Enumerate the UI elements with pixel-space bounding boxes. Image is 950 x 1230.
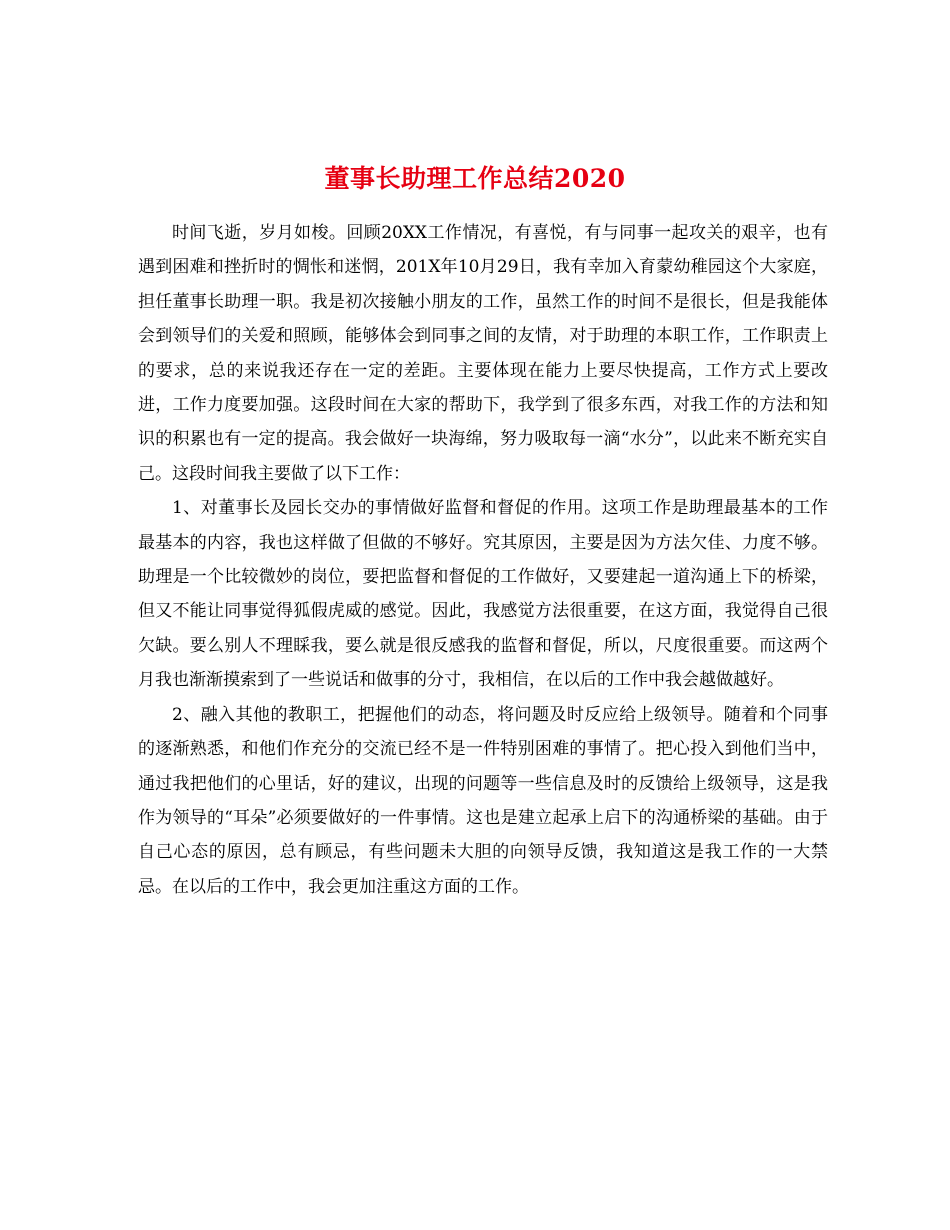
document-title: 董事长助理工作总结2020: [324, 163, 626, 193]
paragraph-item-1: 1、对董事长及园长交办的事情做好监督和督促的作用。这项工作是助理最基本的工作最基本的内容，我也这样做了但做的不够好。究其原因，主要是因为方法欠佳、力度不够。助理是一个比较微妙的岗位，要把监督和督促的工作做好，又要建起一道沟通上下的桥梁，但又不能让同事觉得狐假虎威的感觉。因此，我感觉方法很重要，在这方面，我觉得自己很欠缺。要么别人不理睬我，要么就是很反感我的监督和督促，所以，尺度很重要。而这两个月我也渐渐摸索到了一些说话和做事的分寸，我相信，在以后的工作中我会越做越好。: [138, 498, 828, 691]
document-body: [138, 216, 828, 904]
paragraph-item-2: 2、融入其他的教职工，把握他们的动态，将问题及时反应给上级领导。随着和个同事的逐渐熟悉，和他们作充分的交流已经不是一件特别困难的事情了。把心投入到他们当中，通过我把他们的心里话，好的建议，出现的问题等一些信息及时的反馈给上级领导，这是我作为领导的“耳朵”必须要做好的一件事情。这也是建立起承上启下的沟通桥梁的基础。由于自己心态的原因，总有顾忌，有些问题未大胆的向领导反馈，我知道这是我工作的一大禁忌。在以后的工作中，我会更加注重这方面的工作。: [138, 704, 828, 897]
paragraph-intro: 时间飞逝，岁月如梭。回顾20XX工作情况，有喜悦，有与同事一起攻关的艰辛，也有遇到困难和挫折时的惆怅和迷惘，201X年10月29日，我有幸加入育蒙幼稚园这个大家庭，担任董事长助理一职。我是初次接触小朋友的工作，虽然工作的时间不是很长，但是我能体会到领导们的关爱和照顾，能够体会到同事之间的友情，对于助理的本职工作，工作职责上的要求，总的来说我还存在一定的差距。主要体现在能力上要尽快提高，工作方式上要改进，工作力度要加强。这段时间在大家的帮助下，我学到了很多东西，对我工作的方法和知识的积累也有一定的提高。我会做好一块海绵，努力吸取每一滴“水分”，以此来不断充实自己。这段时间我主要做了以下工作：: [138, 223, 828, 484]
